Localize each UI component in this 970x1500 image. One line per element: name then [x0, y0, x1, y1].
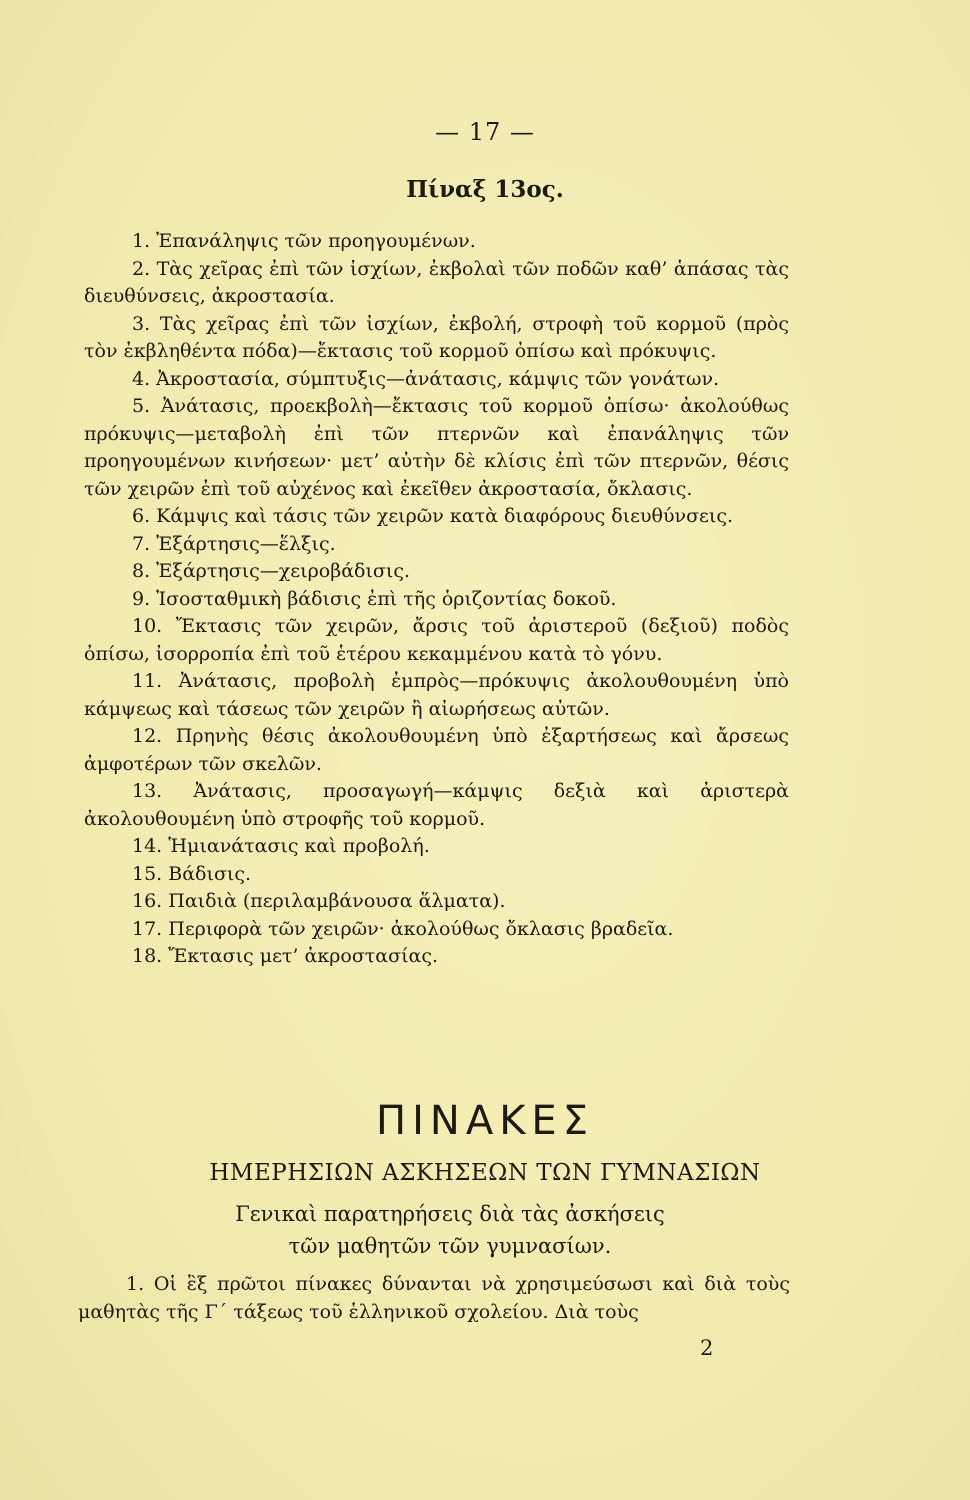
exercise-item: 1. Ἐπανάληψις τῶν προηγουμένων.	[132, 230, 476, 252]
exercise-item: 6. Κάμψις καὶ τάσις τῶν χειρῶν κατὰ διαφόρους διευθύνσεις.	[132, 505, 734, 527]
exercise-list	[84, 228, 789, 971]
exercise-item: 15. Βάδισις.	[132, 862, 252, 885]
exercise-item: 9. Ἰσοσταθμικὴ βάδισις ἐπὶ τῆς ὁριζοντίας δοκοῦ.	[132, 587, 617, 610]
exercise-item: 7. Ἐξάρτησις—ἕλξις.	[132, 532, 336, 555]
exercise-item: 18. Ἔκτασις μετ’ ἀκροστασίας.	[132, 945, 439, 967]
exercise-item: 16. Παιδιὰ (περιλαμβάνουσα ἅλματα).	[132, 890, 506, 912]
exercise-item: 2. Τὰς χεῖρας ἐπὶ τῶν ἰσχίων, ἐκβολαὶ τῶν ποδῶν καθ’ ἁπάσας τὰς διευθύνσεις, ἀκροστασία.	[84, 257, 789, 307]
exercise-item: 4. Ἀκροστασία, σύμπτυξις—ἀνάτασις, κάμψις τῶν γονάτων.	[132, 367, 720, 390]
notes-heading-line: Γενικαὶ παρατηρήσεις διὰ τὰς ἀσκήσεις	[235, 1202, 665, 1226]
note-paragraph	[78, 1270, 790, 1326]
exercise-item: 11. Ἀνάτασις, προβολὴ ἐμπρὸς—πρόκυψις ἀκολουθουμένη ὑπὸ κάμψεως καὶ τάσεως τῶν χειρῶν ἢ αἰωρήσεως αὐτῶν.	[84, 670, 789, 720]
note-text: 1. Οἱ ἓξ πρῶτοι πίνακες δύνανται νὰ χρησιμεύσωσι καὶ διὰ τοὺς μαθητὰς τῆς Γ´ τάξεως τοῦ ἑλληνικοῦ σχολείου. Διὰ τοὺς	[78, 1273, 790, 1323]
signature-mark: 2	[700, 1336, 714, 1360]
exercise-item: 5. Ἀνάτασις, προεκβολὴ—ἔκτασις τοῦ κορμοῦ ὀπίσω· ἀκολούθως πρόκυψις—μεταβολὴ ἐπὶ τῶν πτερνῶν καὶ ἐπανάληψις τῶν προηγουμένων κινήσεων· μετ’ αὐτὴν δὲ κλίσις ἐπὶ τῶν πτερνῶν, θέσις τῶν χειρῶν ἐπὶ τοῦ αὐχένος καὶ ἐκεῖθεν ἀκροστασία, ὄκλασις.	[84, 395, 789, 500]
exercise-item: 17. Περιφορὰ τῶν χειρῶν· ἀκολούθως ὄκλασις βραδεῖα.	[132, 917, 674, 940]
page-number: — 17 —	[435, 118, 535, 146]
exercise-item: 14. Ἡμιανάτασις καὶ προβολή.	[132, 835, 430, 857]
table-title: Πίναξ 13ος.	[406, 176, 564, 203]
section-title: ΠΙΝΑΚΕΣ	[376, 1098, 594, 1144]
exercise-item: 13. Ἀνάτασις, προσαγωγή—κάμψις δεξιὰ καὶ ἀριστερὰ ἀκολουθουμένη ὑπὸ στροφῆς τοῦ κορμοῦ.	[84, 780, 789, 830]
exercise-item: 3. Τὰς χεῖρας ἐπὶ τῶν ἰσχίων, ἐκβολή, στροφὴ τοῦ κορμοῦ (πρὸς τὸν ἐκβληθέντα πόδα)—ἔκτασις τοῦ κορμοῦ ὀπίσω καὶ πρόκυψις.	[84, 312, 789, 362]
exercise-item: 10. Ἔκτασις τῶν χειρῶν, ἄρσις τοῦ ἀριστεροῦ (δεξιοῦ) ποδὸς ὀπίσω, ἰσορροπία ἐπὶ τοῦ ἑτέρου κεκαμμένου κατὰ τὸ γόνυ.	[84, 615, 789, 665]
notes-heading-line: τῶν μαθητῶν τῶν γυμνασίων.	[288, 1234, 612, 1258]
section-subtitle: ΗΜΕΡΗΣΙΩΝ ΑΣΚΗΣΕΩΝ ΤΩΝ ΓΥΜΝΑΣΙΩΝ	[209, 1160, 761, 1186]
notes-heading	[150, 1198, 750, 1262]
exercise-item: 8. Ἐξάρτησις—χειροβάδισις.	[132, 560, 411, 582]
exercise-item: 12. Πρηνὴς θέσις ἀκολουθουμένη ὑπὸ ἐξαρτήσεως καὶ ἄρσεως ἀμφοτέρων τῶν σκελῶν.	[84, 725, 789, 775]
